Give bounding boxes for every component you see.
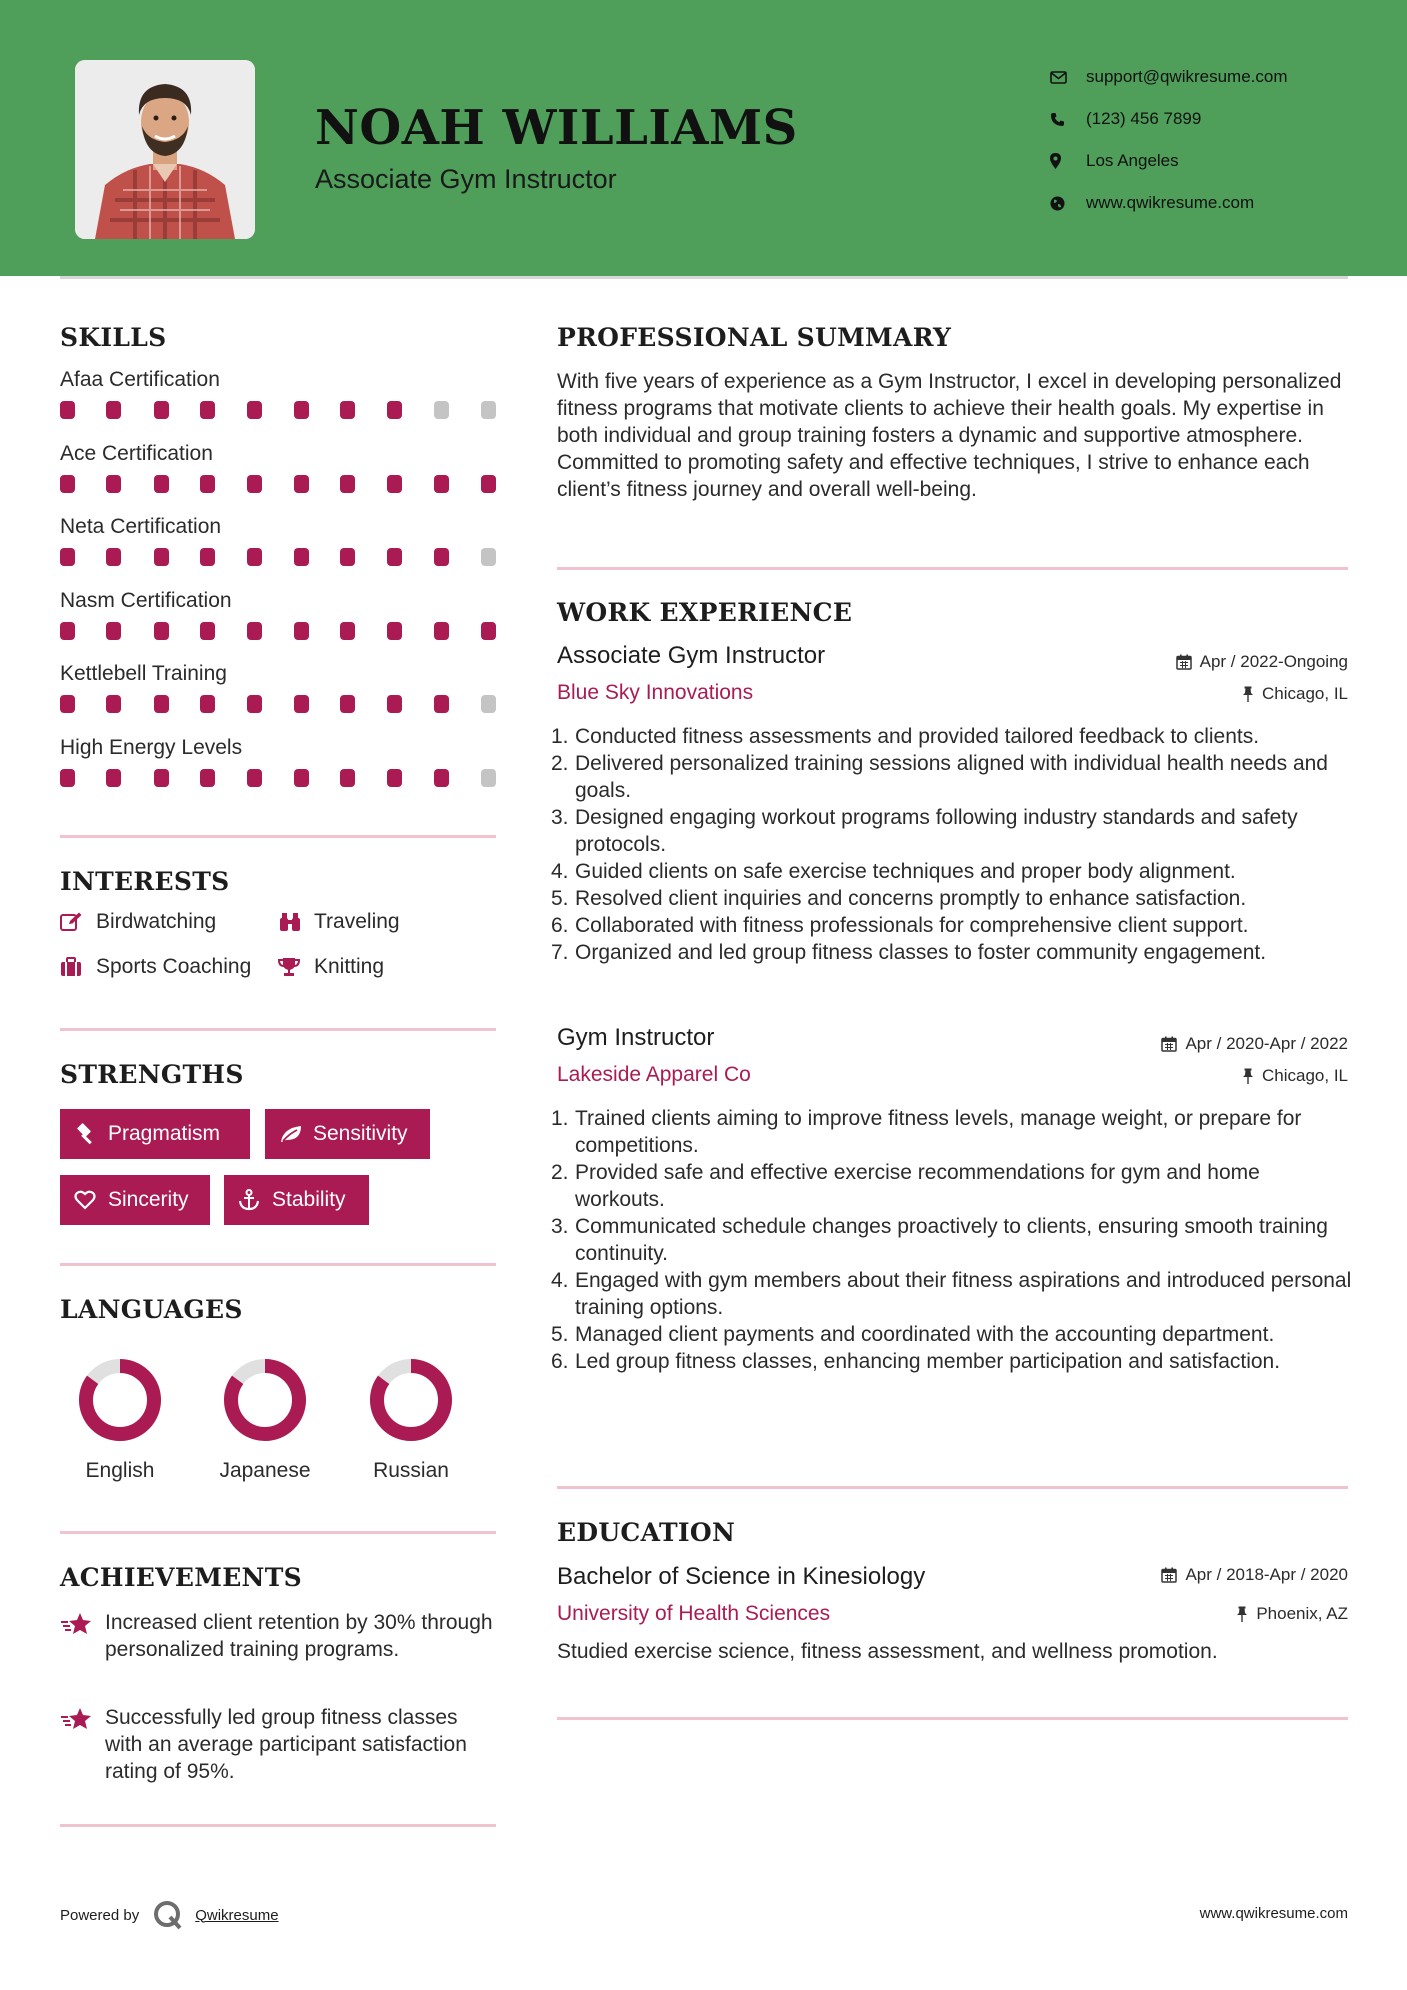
calendar-icon <box>1161 1567 1177 1583</box>
skill-dot <box>294 548 309 566</box>
language-label: Russian <box>373 1459 449 1482</box>
job-dates-text: Apr / 2022-Ongoing <box>1199 652 1348 671</box>
job-bullet <box>551 1105 1352 1159</box>
bullet-number: 6. <box>551 1350 569 1373</box>
strength-label: Stability <box>272 1188 346 1211</box>
footer-powered-by <box>60 1900 279 1930</box>
education-title: EDUCATION <box>557 1518 736 1547</box>
resume-header <box>0 0 1407 276</box>
bullet-text: Delivered personalized training sessions aligned with individual health needs and goals. <box>575 752 1328 802</box>
brand-link[interactable]: Qwikresume <box>195 1906 279 1924</box>
skill-dot <box>434 769 449 787</box>
skill-item <box>60 589 500 642</box>
skill-dot <box>200 475 215 493</box>
skill-label: Afaa Certification <box>60 368 220 391</box>
skill-item <box>60 515 500 568</box>
website-text[interactable]: www.qwikresume.com <box>1086 193 1255 212</box>
summary-text: With five years of experience as a Gym Instructor, I excel in developing personalized fitness programs that motivate clients to achieve their health goals. My expertise in both individual and group training fosters a dynamic and supportive atmosphere. Committed to promoting safety and effective techniques, I strive to enhance each client’s fitness journey and overall well-being. <box>557 370 1342 501</box>
header-divider <box>60 276 1348 279</box>
skill-dot <box>387 548 402 566</box>
skill-dot <box>340 475 355 493</box>
contact-location <box>1050 140 1288 182</box>
contact-phone <box>1050 98 1288 140</box>
skill-dot <box>340 622 355 640</box>
skill-dot <box>294 769 309 787</box>
leaf-icon <box>279 1124 313 1144</box>
job-bullet <box>551 1321 1352 1348</box>
skill-dot <box>294 475 309 493</box>
section-divider <box>60 835 496 838</box>
interest-knitting <box>278 955 384 979</box>
pin-icon <box>1242 686 1254 702</box>
skill-dot <box>294 401 309 419</box>
footer-website[interactable]: www.qwikresume.com <box>1199 1905 1348 1922</box>
skill-dot <box>247 548 262 566</box>
job-role: Gym Instructor <box>557 1024 715 1051</box>
summary-title: PROFESSIONAL SUMMARY <box>557 323 952 352</box>
skill-dot <box>200 769 215 787</box>
phone-icon <box>1050 112 1086 127</box>
skill-dot <box>387 622 402 640</box>
star-icon <box>60 1704 105 1785</box>
bullet-text: Organized and led group fitness classes to foster community engagement. <box>575 941 1267 964</box>
education-dates <box>1161 1565 1348 1585</box>
job-bullet <box>551 885 1352 912</box>
skill-dot <box>106 622 121 640</box>
skill-label: Ace Certification <box>60 441 213 465</box>
language-russian <box>351 1355 471 1483</box>
bullet-text: Conducted fitness assessments and provided tailored feedback to clients. <box>575 725 1260 748</box>
bullet-text: Engaged with gym members about their fitness aspirations and introduced personal training options. <box>575 1269 1352 1319</box>
language-japanese <box>205 1355 325 1483</box>
bullet-text: Managed client payments and coordinated with the accounting department. <box>575 1323 1275 1346</box>
skill-dot <box>106 769 121 787</box>
skill-dot <box>60 695 75 713</box>
skills-title: SKILLS <box>60 323 167 352</box>
job-bullet <box>551 723 1352 750</box>
section-divider <box>60 1531 496 1534</box>
job-bullet <box>551 912 1352 939</box>
skill-dot <box>200 548 215 566</box>
skill-dot <box>387 401 402 419</box>
skill-dot <box>154 695 169 713</box>
skill-dot <box>434 695 449 713</box>
achievement-text: Increased client retention by 30% through personalized training programs. <box>105 1611 493 1661</box>
bullet-number: 5. <box>551 887 569 910</box>
skill-dot <box>481 548 496 566</box>
job-bullet <box>551 1213 1352 1267</box>
job-bullet <box>551 804 1352 858</box>
skill-item <box>60 736 500 789</box>
skill-dot <box>481 622 496 640</box>
section-divider <box>557 1486 1348 1489</box>
bullet-number: 1. <box>551 725 569 748</box>
strength-label: Sensitivity <box>313 1122 408 1145</box>
globe-icon <box>1050 196 1086 211</box>
section-divider <box>60 1263 496 1266</box>
job-location <box>1242 1066 1348 1086</box>
skill-dot <box>247 695 262 713</box>
skill-dot <box>106 475 121 493</box>
bullet-text: Provided safe and effective exercise recommendations for gym and home workouts. <box>575 1161 1260 1211</box>
skill-dot <box>60 475 75 493</box>
education-location-text: Phoenix, AZ <box>1256 1604 1348 1623</box>
skill-dot <box>294 695 309 713</box>
job-company: Blue Sky Innovations <box>557 681 754 704</box>
location-text: Los Angeles <box>1086 151 1179 170</box>
achievement-item <box>60 1609 500 1663</box>
skill-dot <box>200 622 215 640</box>
anchor-icon <box>238 1189 272 1211</box>
skill-rating <box>60 695 500 715</box>
job-location-text: Chicago, IL <box>1262 684 1348 703</box>
strength-stability <box>224 1175 369 1225</box>
bullet-number: 6. <box>551 914 569 937</box>
skill-item <box>60 442 500 495</box>
trophy-icon <box>278 957 314 977</box>
skill-dot <box>247 401 262 419</box>
language-ring <box>220 1355 310 1445</box>
job-bullet <box>551 939 1352 966</box>
interest-label: Knitting <box>314 955 385 978</box>
skill-dot <box>481 401 496 419</box>
skill-dot <box>154 622 169 640</box>
skill-dot <box>106 695 121 713</box>
skill-dot <box>60 622 75 640</box>
skill-dot <box>294 622 309 640</box>
job-bullet <box>551 1159 1352 1213</box>
languages-title: LANGUAGES <box>60 1295 243 1324</box>
envelope-icon <box>1050 71 1086 84</box>
skill-dot <box>154 475 169 493</box>
language-label: Japanese <box>219 1459 311 1482</box>
email-text[interactable]: support@qwikresume.com <box>1086 67 1288 86</box>
interest-sports-coaching <box>60 955 251 979</box>
section-divider <box>557 1717 1348 1720</box>
skill-dot <box>247 475 262 493</box>
skill-dot <box>434 622 449 640</box>
skill-dot <box>106 401 121 419</box>
job-dates <box>1176 652 1348 672</box>
skill-dot <box>200 695 215 713</box>
profile-photo <box>75 60 255 239</box>
contact-email <box>1050 56 1288 98</box>
skill-dot <box>154 769 169 787</box>
job-bullets <box>551 723 1352 966</box>
skill-dot <box>106 548 121 566</box>
bullet-text: Communicated schedule changes proactively to clients, ensuring smooth training continuity. <box>575 1215 1328 1265</box>
education-dates-text: Apr / 2018-Apr / 2020 <box>1185 1565 1348 1584</box>
job-bullet <box>551 1267 1352 1321</box>
bullet-text: Trained clients aiming to improve fitness levels, manage weight, or prepare for competitions. <box>575 1107 1302 1157</box>
bullet-number: 1. <box>551 1107 569 1130</box>
skill-dot <box>434 475 449 493</box>
job-bullet <box>551 750 1352 804</box>
bullet-text: Led group fitness classes, enhancing member participation and satisfaction. <box>575 1350 1281 1373</box>
job-location-text: Chicago, IL <box>1262 1066 1348 1085</box>
gavel-icon <box>74 1123 108 1145</box>
skill-item <box>60 662 500 715</box>
skill-rating <box>60 475 500 495</box>
skill-dot <box>60 401 75 419</box>
pin-icon <box>1242 1068 1254 1084</box>
bullet-number: 4. <box>551 1269 569 1292</box>
experience-title: WORK EXPERIENCE <box>557 598 853 627</box>
interest-label: Traveling <box>314 910 400 933</box>
education-location <box>1236 1604 1348 1624</box>
skill-rating <box>60 769 500 789</box>
job-dates-text: Apr / 2020-Apr / 2022 <box>1185 1034 1348 1053</box>
strength-label: Sincerity <box>108 1188 189 1211</box>
skill-dot <box>247 769 262 787</box>
skill-dot <box>481 695 496 713</box>
education-description: Studied exercise science, fitness assessment, and wellness promotion. <box>557 1640 1218 1663</box>
contact-website <box>1050 182 1288 224</box>
interest-birdwatching <box>60 910 216 934</box>
skill-dot <box>340 548 355 566</box>
qwikresume-logo-icon <box>153 1900 183 1930</box>
language-english <box>60 1355 180 1483</box>
candidate-name: NOAH WILLIAMS <box>315 100 798 156</box>
skill-dot <box>434 401 449 419</box>
star-icon <box>60 1609 105 1663</box>
candidate-title: Associate Gym Instructor <box>315 164 617 194</box>
skill-dot <box>247 622 262 640</box>
bullet-text: Collaborated with fitness professionals for comprehensive client support. <box>575 914 1249 937</box>
heart-icon <box>74 1190 108 1210</box>
strength-label: Pragmatism <box>108 1122 221 1145</box>
language-ring <box>75 1355 165 1445</box>
interest-label: Birdwatching <box>96 910 217 933</box>
interest-label: Sports Coaching <box>96 955 252 978</box>
skill-dot <box>481 475 496 493</box>
bullet-number: 2. <box>551 752 569 775</box>
bullet-number: 5. <box>551 1323 569 1346</box>
job-role: Associate Gym Instructor <box>557 642 826 669</box>
bullet-number: 7. <box>551 941 569 964</box>
skill-dot <box>340 769 355 787</box>
skill-rating <box>60 622 500 642</box>
job-bullet <box>551 858 1352 885</box>
section-divider <box>60 1028 496 1031</box>
skill-rating <box>60 401 500 421</box>
bullet-number: 4. <box>551 860 569 883</box>
phone-text: (123) 456 7899 <box>1086 109 1202 128</box>
job-company: Lakeside Apparel Co <box>557 1063 751 1086</box>
school: University of Health Sciences <box>557 1602 831 1625</box>
strength-sensitivity <box>265 1109 430 1159</box>
contact-list <box>1050 56 1288 224</box>
skill-label: Nasm Certification <box>60 588 232 612</box>
language-label: English <box>85 1459 155 1482</box>
binoculars-icon <box>278 912 314 932</box>
bullet-text: Resolved client inquiries and concerns promptly to enhance satisfaction. <box>575 887 1247 910</box>
interests-title: INTERESTS <box>60 867 230 896</box>
skill-label: Neta Certification <box>60 515 222 538</box>
bullet-number: 2. <box>551 1161 569 1184</box>
language-ring <box>366 1355 456 1445</box>
skill-dot <box>60 769 75 787</box>
map-marker-icon <box>1050 153 1086 169</box>
job-location <box>1242 684 1348 704</box>
skill-dot <box>200 401 215 419</box>
calendar-icon <box>1161 1036 1177 1052</box>
skill-dot <box>154 401 169 419</box>
bullet-number: 3. <box>551 1215 569 1238</box>
degree: Bachelor of Science in Kinesiology <box>557 1563 926 1590</box>
skill-dot <box>154 548 169 566</box>
strength-sincerity <box>60 1175 210 1225</box>
strength-pragmatism <box>60 1109 250 1159</box>
job-dates <box>1161 1034 1348 1054</box>
skill-dot <box>481 769 496 787</box>
powered-by-text: Powered by <box>60 1906 140 1924</box>
skill-dot <box>60 548 75 566</box>
calendar-icon <box>1176 654 1192 670</box>
skill-dot <box>387 475 402 493</box>
skill-item <box>60 368 500 421</box>
strengths-title: STRENGTHS <box>60 1060 244 1089</box>
achievements-title: ACHIEVEMENTS <box>60 1563 302 1592</box>
edit-icon <box>60 912 96 932</box>
skill-dot <box>387 695 402 713</box>
skill-label: High Energy Levels <box>60 735 243 759</box>
skill-dot <box>340 695 355 713</box>
skill-dot <box>387 769 402 787</box>
job-bullets <box>551 1105 1352 1375</box>
interest-traveling <box>278 910 400 934</box>
briefcase-icon <box>60 957 96 977</box>
job-bullet <box>551 1348 1352 1375</box>
bullet-text: Guided clients on safe exercise techniques and proper body alignment. <box>575 860 1236 883</box>
bullet-number: 3. <box>551 806 569 829</box>
achievement-item <box>60 1704 500 1785</box>
section-divider <box>60 1824 496 1827</box>
skill-label: Kettlebell Training <box>60 662 227 685</box>
skill-dot <box>340 401 355 419</box>
skill-rating <box>60 548 500 568</box>
skill-dot <box>434 548 449 566</box>
achievement-text: Successfully led group fitness classes with an average participant satisfaction rating of 95%. <box>105 1706 467 1783</box>
bullet-text: Designed engaging workout programs following industry standards and safety protocols. <box>575 806 1298 856</box>
section-divider <box>557 567 1348 570</box>
pin-icon <box>1236 1606 1248 1622</box>
